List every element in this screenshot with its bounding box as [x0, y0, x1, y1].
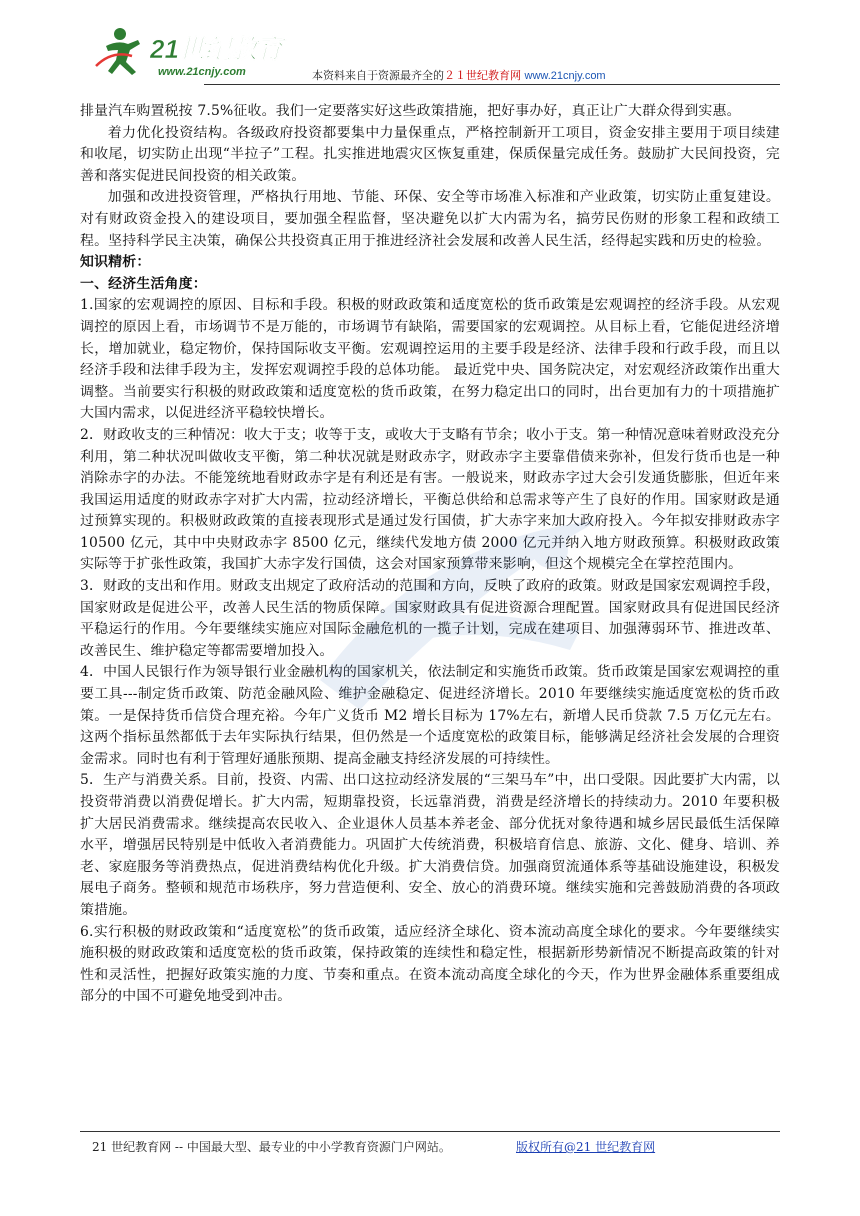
header-source-prefix: 本资料来自于资源最齐全的 [312, 69, 444, 82]
page-header [0, 0, 860, 95]
section-subheading: 一、经济生活角度： [80, 275, 207, 292]
section-heading: 知识精析： [80, 254, 151, 271]
body-paragraph: 着力优化投资结构。各级政府投资都要集中力量保重点，严格控制新开工项目，资金安排主要用于项目续建和收尾，切实防止出现“半拉子”工程。扎实推进地震灾区恢复重建，保质保量完成任务。鼓励扩大民间投资，完善和落实促进民间投资的相关政策。 [80, 124, 780, 184]
header-source-url[interactable]: www.21cnjy.com [524, 70, 606, 82]
body-paragraph: 6.实行积极的财政政策和“适度宽松”的货币政策，适应经济全球化、资本流动高度全球化的要求。今年要继续实施积极的财政政策和适度宽松的货币政策，保持政策的连续性和稳定性，根据新形势新情况不断提高政策的针对性和灵活性，把握好政策实施的力度、节奏和重点。在资本流动高度全球化的今天，作为世界金融体系重要组成部分的中国不可避免地受到冲击。 [80, 923, 780, 1005]
body-paragraph: 2．财政收支的三种情况：收大于支；收等于支，或收大于支略有节余；收小于支。第一种情况意味着财政没充分利用，第二种状况叫做收支平衡，第二种状况就是财政赤字，财政赤字主要靠借债来弥补，但发行货币也是一种消除赤字的办法。不能笼统地看财政赤字是有利还是有害。一般说来，财政赤字过大会引发通货膨胀，但近年来我国运用适度的财政赤字对扩大内需，拉动经济增长，平衡总供给和总需求等产生了良好的作用。国家财政是通过预算实现的。积极财政政策的直接表现形式是通过发行国债，扩大赤字来加大政府投入。今年拟安排财政赤字 10500 亿元，其中中央财政赤字 8500 亿元，继续代发地方债 2000 亿元并纳入地方财政预算。积极财政政策实际等于扩张性政策，我国扩大赤字发行国债，这会对国家预算带来影响，但这个规模完全在掌控范围内。 [80, 426, 780, 573]
header-source-line [312, 67, 606, 83]
footer-tagline: 21 世纪教育网 -- 中国最大型、最专业的中小学教育资源门户网站。 [92, 1140, 451, 1154]
logo-text: 21世纪教育 [150, 34, 283, 64]
body-paragraph: 5．生产与消费关系。目前，投资、内需、出口这拉动经济发展的“三架马车”中，出口受限。因此要扩大内需，以投资带消费以消费促增长。扩大内需，短期靠投资，长远靠消费，消费是经济增长的持续动力。2010 年要积极扩大居民消费需求。继续提高农民收入、企业退休人员基本养老金、部分优抚对象待遇和城乡居民最低生活保障水平，增强居民特别是中低收入者消费能力。巩固扩大传统消费，积极培育信息、旅游、文化、健身、培训、养老、家庭服务等消费热点，促进消费结构优化升级。扩大消费信贷。加强商贸流通体系等基础设施建设，积极发展电子商务。整顿和规范市场秩序，努力营造便利、安全、放心的消费环境。继续实施和完善鼓励消费的各项政策措施。 [80, 772, 780, 918]
site-logo[interactable] [92, 20, 292, 84]
logo-graphic [92, 20, 292, 84]
body-paragraph: 加强和改进投资管理，严格执行用地、节能、环保、安全等市场准入标准和产业政策，切实防止重复建设。对有财政资金投入的建设项目，要加强全程监督，坚决避免以扩大内需为名，搞劳民伤财的形象工程和政绩工程。坚持科学民主决策，确保公共投资真正用于推进经济社会发展和改善人民生活，经得起实践和历史的检验。 [80, 189, 780, 249]
body-paragraph: 4．中国人民银行作为领导银行业金融机构的国家机关，依法制定和实施货币政策。货币政策是国家宏观调控的重要工具---制定货币政策、防范金融风险、维护金融稳定、促进经济增长。2010 年要继续实施适度宽松的货币政策。一是保持货币信贷合理充裕。今年广义货币 M2 增长目标为 17%左右，新增人民币贷款 7.5 万亿元左右。这两个指标虽然都低于去年实际执行结果，但仍然是一个适度宽松的政策目标，能够满足经济社会发展的合理资金需求。同时也有利于管理好通胀预期、提高金融支持经济发展的可持续性。 [80, 664, 780, 767]
logo-url: www.21cnjy.com [158, 66, 246, 78]
body-paragraph: 排量汽车购置税按 7.5%征收。我们一定要落实好这些政策措施，把好事办好，真正让广大群众得到实惠。 [80, 103, 741, 119]
header-source-brand: ２１世纪教育网 [444, 69, 521, 82]
document-body [80, 101, 780, 1008]
body-paragraph: 3．财政的支出和作用。财政支出规定了政府活动的范围和方向，反映了政府的政策。财政是国家宏观调控手段，国家财政是促进公平，改善人民生活的物质保障。国家财政具有促进资源合理配置。国家财政具有促进国民经济平稳运行的作用。今年要继续实施应对国际金融危机的一揽子计划，完成在建项目、加强薄弱环节、推进改革、改善民生、维护稳定等都需要增加投入。 [80, 578, 780, 659]
footer-copyright-link[interactable]: 版权所有@21 世纪教育网 [516, 1140, 656, 1154]
body-paragraph: 1.国家的宏观调控的原因、目标和手段。积极的财政政策和适度宽松的货币政策是宏观调控的经济手段。从宏观调控的原因上看，市场调节不是万能的，市场调节有缺陷，需要国家的宏观调控。从目标上看，它能促进经济增长，增加就业，稳定物价，保持国际收支平衡。宏观调控运用的主要手段是经济、法律手段和行政手段，而且以经济手段和法律手段为主，发挥宏观调控手段的总体功能。 最近党中央、国务院决定，对宏观经济政策作出重大调整。当前要实行积极的财政政策和适度宽松的货币政策，在努力稳定出口的同时，出台更加有力的十项措施扩大国内需求，以促进经济平稳较快增长。 [80, 297, 780, 422]
footer-divider [80, 1131, 780, 1132]
header-divider [204, 84, 780, 85]
